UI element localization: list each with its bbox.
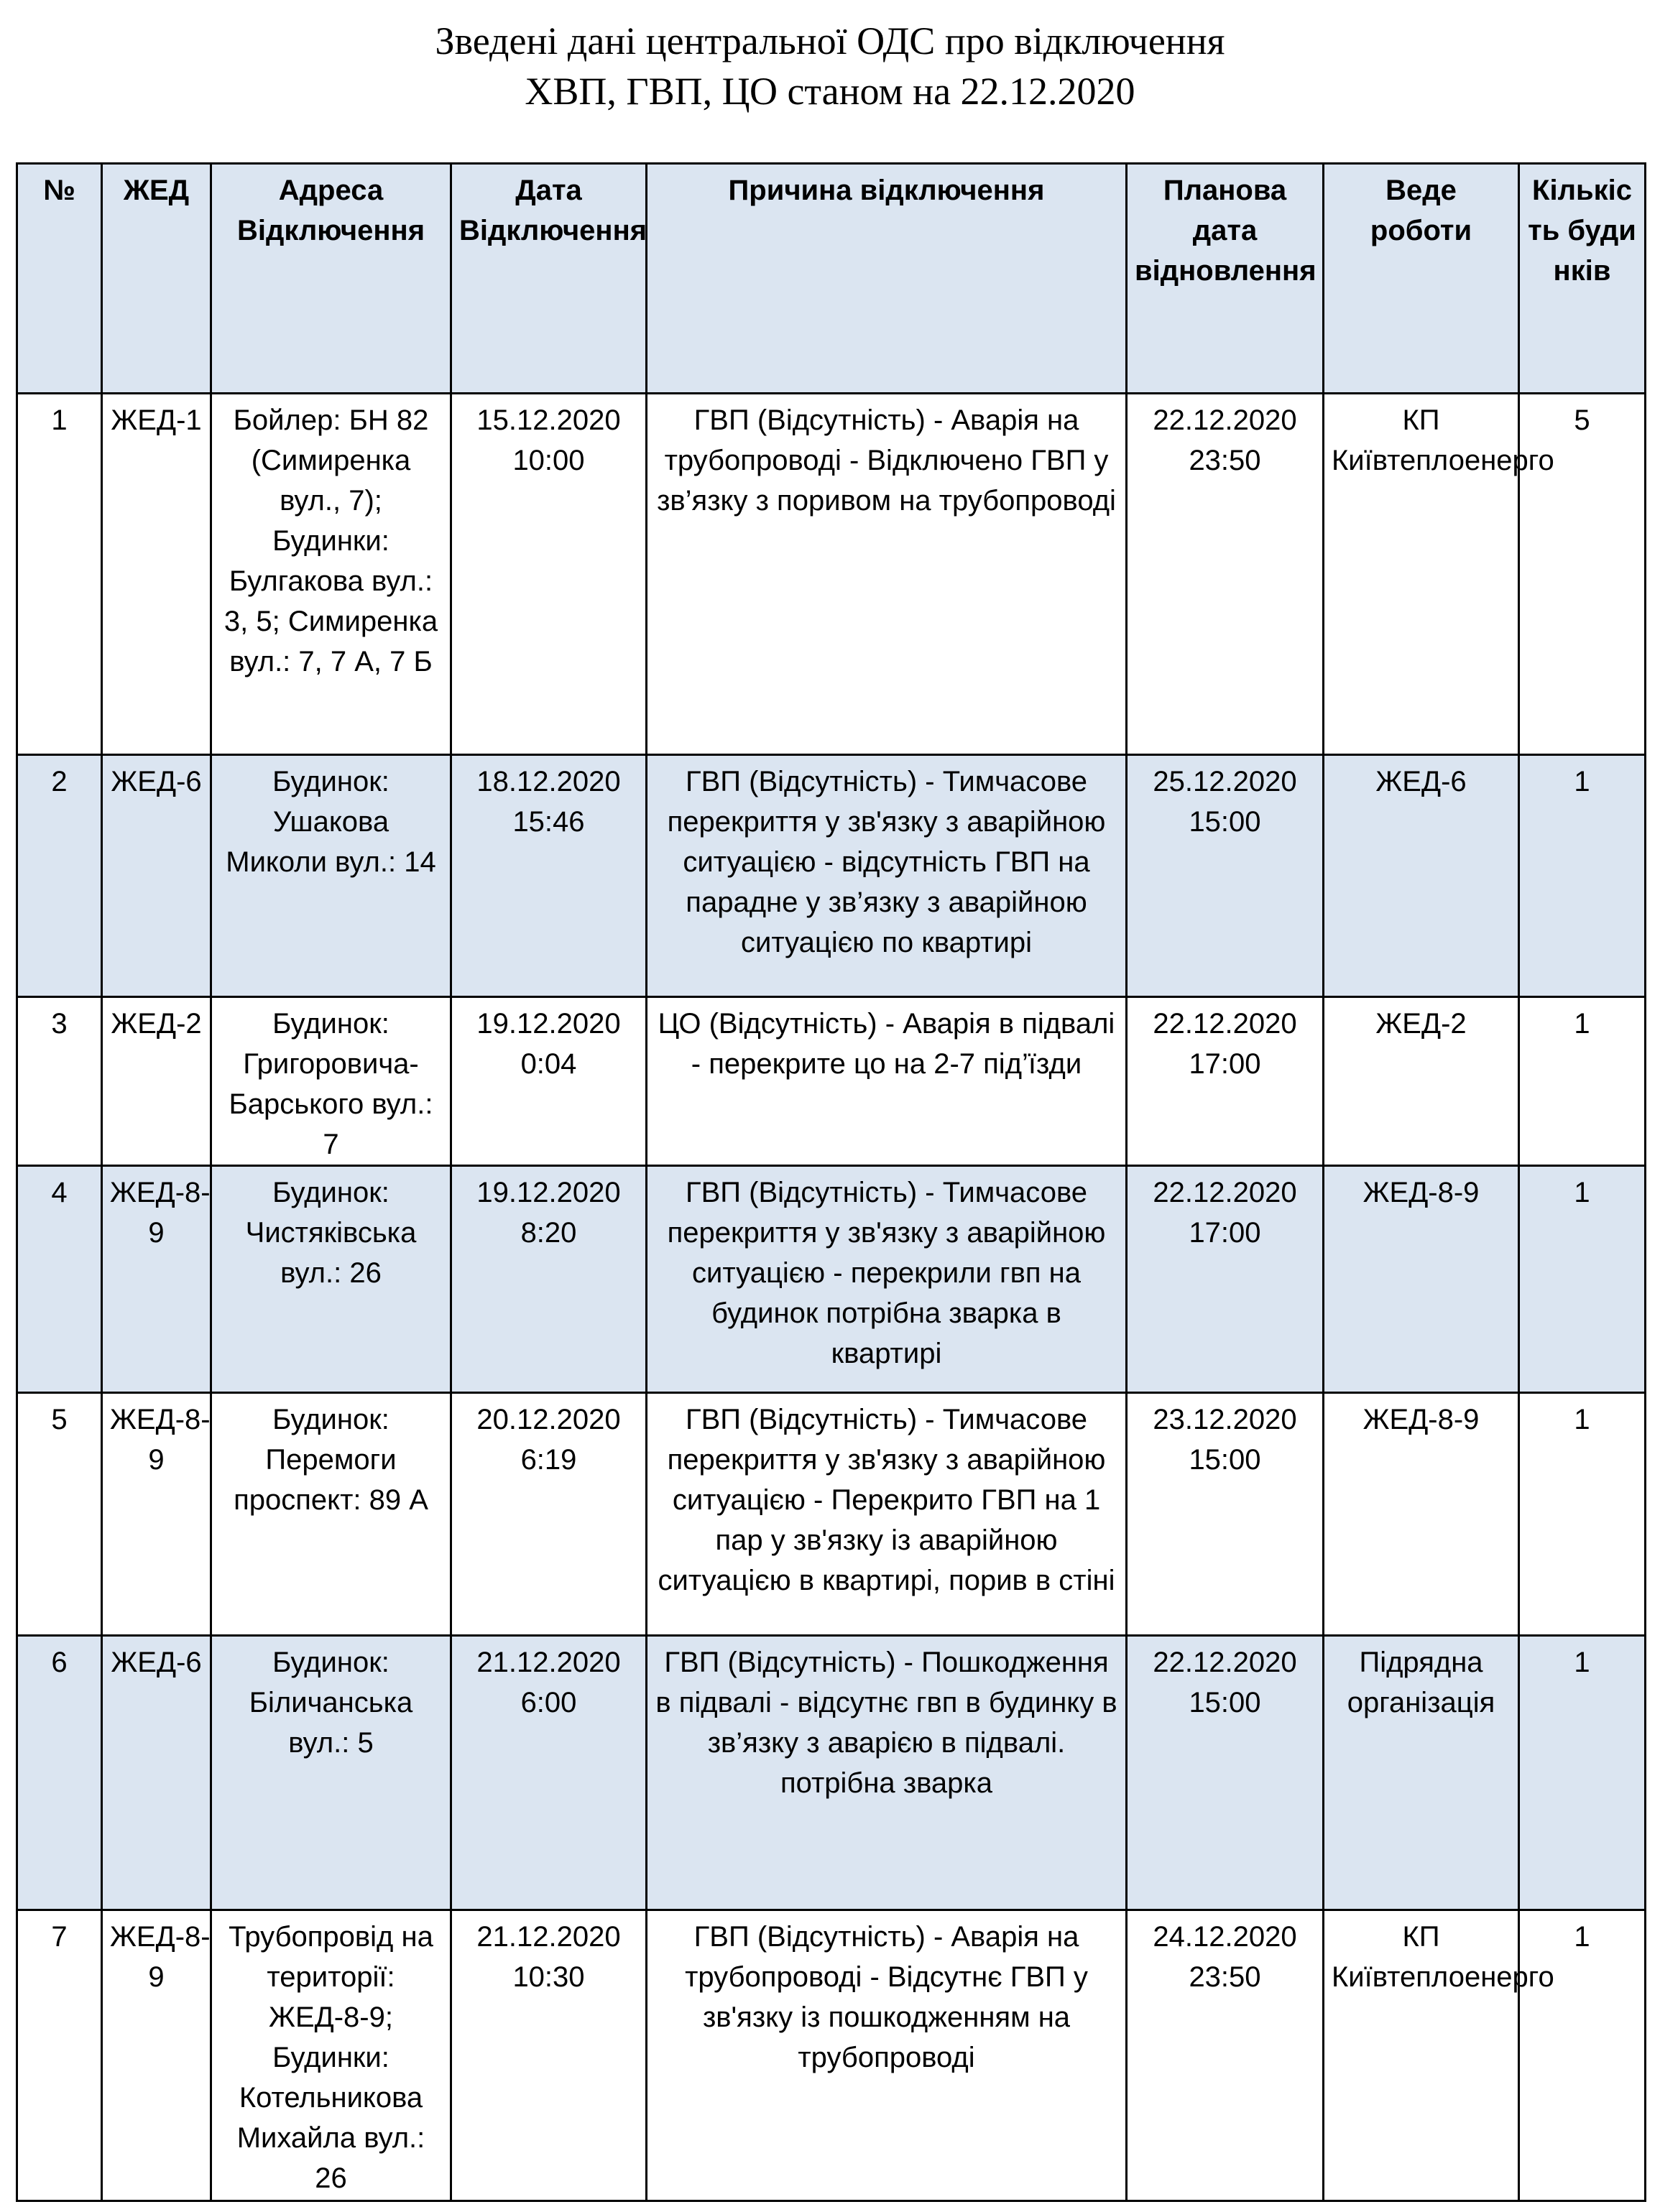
- header-num: №: [17, 164, 102, 394]
- cell-zed: ЖЕД-6: [102, 755, 211, 997]
- cell-count: 1: [1519, 997, 1646, 1166]
- cell-date: 15.12.2020 10:00: [451, 394, 647, 755]
- cell-num: 2: [17, 755, 102, 997]
- header-planned-date: Планова дата відновлення: [1127, 164, 1324, 394]
- document-title: [0, 16, 1660, 116]
- cell-works: ЖЕД-8-9: [1324, 1393, 1519, 1636]
- cell-address: Будинок: Біличанська вул.: 5: [211, 1636, 451, 1910]
- header-zed: ЖЕД: [102, 164, 211, 394]
- cell-planned-date: 22.12.2020 15:00: [1127, 1636, 1324, 1910]
- header-works: Веде роботи: [1324, 164, 1519, 394]
- cell-count: 5: [1519, 394, 1646, 755]
- cell-planned-date: 22.12.2020 17:00: [1127, 997, 1324, 1166]
- cell-planned-date: 22.12.2020 17:00: [1127, 1166, 1324, 1393]
- cell-planned-date: 24.12.2020 23:50: [1127, 1910, 1324, 2201]
- header-count: Кількість будинків: [1519, 164, 1646, 394]
- cell-reason: ГВП (Відсутність) - Аварія на трубопроводі - Відключено ГВП у зв’язку з поривом на трубопроводі: [647, 394, 1127, 755]
- cell-works: ЖЕД-2: [1324, 997, 1519, 1166]
- cell-address: Будинок: Перемоги проспект: 89 А: [211, 1393, 451, 1636]
- table-row: [17, 1166, 1646, 1393]
- cell-num: 1: [17, 394, 102, 755]
- cell-works: ЖЕД-8-9: [1324, 1166, 1519, 1393]
- cell-reason: ГВП (Відсутність) - Тимчасове перекриття у зв'язку з аварійною ситуацією - Перекрито ГВП на 1 пар у зв'язку із аварійною ситуацією в квартирі, порив в стіні: [647, 1393, 1127, 1636]
- cell-address: Будинок: Чистяківська вул.: 26: [211, 1166, 451, 1393]
- cell-zed: ЖЕД-1: [102, 394, 211, 755]
- cell-zed: ЖЕД-2: [102, 997, 211, 1166]
- cell-address: Будинок: Григоровича-Барського вул.: 7: [211, 997, 451, 1166]
- cell-count: 1: [1519, 1166, 1646, 1393]
- cell-date: 21.12.2020 6:00: [451, 1636, 647, 1910]
- table-row: [17, 1910, 1646, 2201]
- cell-works: Підрядна організація: [1324, 1636, 1519, 1910]
- cell-count: 1: [1519, 755, 1646, 997]
- cell-reason: ГВП (Відсутність) - Тимчасове перекриття у зв'язку з аварійною ситуацією - відсутність ГВП на парадне у зв’язку з аварійною ситуацією по квартирі: [647, 755, 1127, 997]
- cell-num: 4: [17, 1166, 102, 1393]
- cell-date: 18.12.2020 15:46: [451, 755, 647, 997]
- cell-num: 5: [17, 1393, 102, 1636]
- cell-reason: ЦО (Відсутність) - Аварія в підвалі - перекрите цо на 2-7 під’їзди: [647, 997, 1127, 1166]
- cell-zed: ЖЕД-8-9: [102, 1393, 211, 1636]
- cell-works: КП Київтеплоенерго: [1324, 1910, 1519, 2201]
- table-row: [17, 394, 1646, 755]
- cell-address: Трубопровід на території: ЖЕД-8-9; Будинки: Котельникова Михайла вул.: 26: [211, 1910, 451, 2201]
- title-line-1: Зведені дані центральної ОДС про відключення: [435, 19, 1225, 63]
- cell-address: Бойлер: БН 82 (Симиренка вул., 7); Будинки: Булгакова вул.: 3, 5; Симиренка вул.: 7, 7 А, 7 Б: [211, 394, 451, 755]
- header-address: Адреса Відключення: [211, 164, 451, 394]
- table-row: [17, 997, 1646, 1166]
- cell-planned-date: 22.12.2020 23:50: [1127, 394, 1324, 755]
- cell-zed: ЖЕД-8-9: [102, 1166, 211, 1393]
- table-row: [17, 1636, 1646, 1910]
- cell-date: 20.12.2020 6:19: [451, 1393, 647, 1636]
- title-line-2: ХВП, ГВП, ЦО станом на 22.12.2020: [525, 70, 1135, 113]
- cell-reason: ГВП (Відсутність) - Тимчасове перекриття у зв'язку з аварійною ситуацією - перекрили гвп на будинок потрібна зварка в квартирі: [647, 1166, 1127, 1393]
- header-date: Дата Відключення: [451, 164, 647, 394]
- outage-table: [16, 162, 1646, 2202]
- cell-count: 1: [1519, 1636, 1646, 1910]
- cell-date: 19.12.2020 8:20: [451, 1166, 647, 1393]
- cell-num: 6: [17, 1636, 102, 1910]
- cell-date: 19.12.2020 0:04: [451, 997, 647, 1166]
- cell-works: ЖЕД-6: [1324, 755, 1519, 997]
- cell-zed: ЖЕД-8-9: [102, 1910, 211, 2201]
- cell-date: 21.12.2020 10:30: [451, 1910, 647, 2201]
- cell-works: КП Київтеплоенерго: [1324, 394, 1519, 755]
- cell-reason: ГВП (Відсутність) - Аварія на трубопроводі - Відсутнє ГВП у зв'язку із пошкодженням на трубопроводі: [647, 1910, 1127, 2201]
- cell-planned-date: 25.12.2020 15:00: [1127, 755, 1324, 997]
- header-reason: Причина відключення: [647, 164, 1127, 394]
- header-row: [17, 164, 1646, 394]
- table-row: [17, 1393, 1646, 1636]
- cell-count: 1: [1519, 1910, 1646, 2201]
- cell-count: 1: [1519, 1393, 1646, 1636]
- cell-zed: ЖЕД-6: [102, 1636, 211, 1910]
- cell-num: 7: [17, 1910, 102, 2201]
- cell-planned-date: 23.12.2020 15:00: [1127, 1393, 1324, 1636]
- cell-address: Будинок: Ушакова Миколи вул.: 14: [211, 755, 451, 997]
- table-row: [17, 755, 1646, 997]
- cell-num: 3: [17, 997, 102, 1166]
- cell-reason: ГВП (Відсутність) - Пошкодження в підвалі - відсутнє гвп в будинку в зв’язку з аварією в підвалі. потрібна зварка: [647, 1636, 1127, 1910]
